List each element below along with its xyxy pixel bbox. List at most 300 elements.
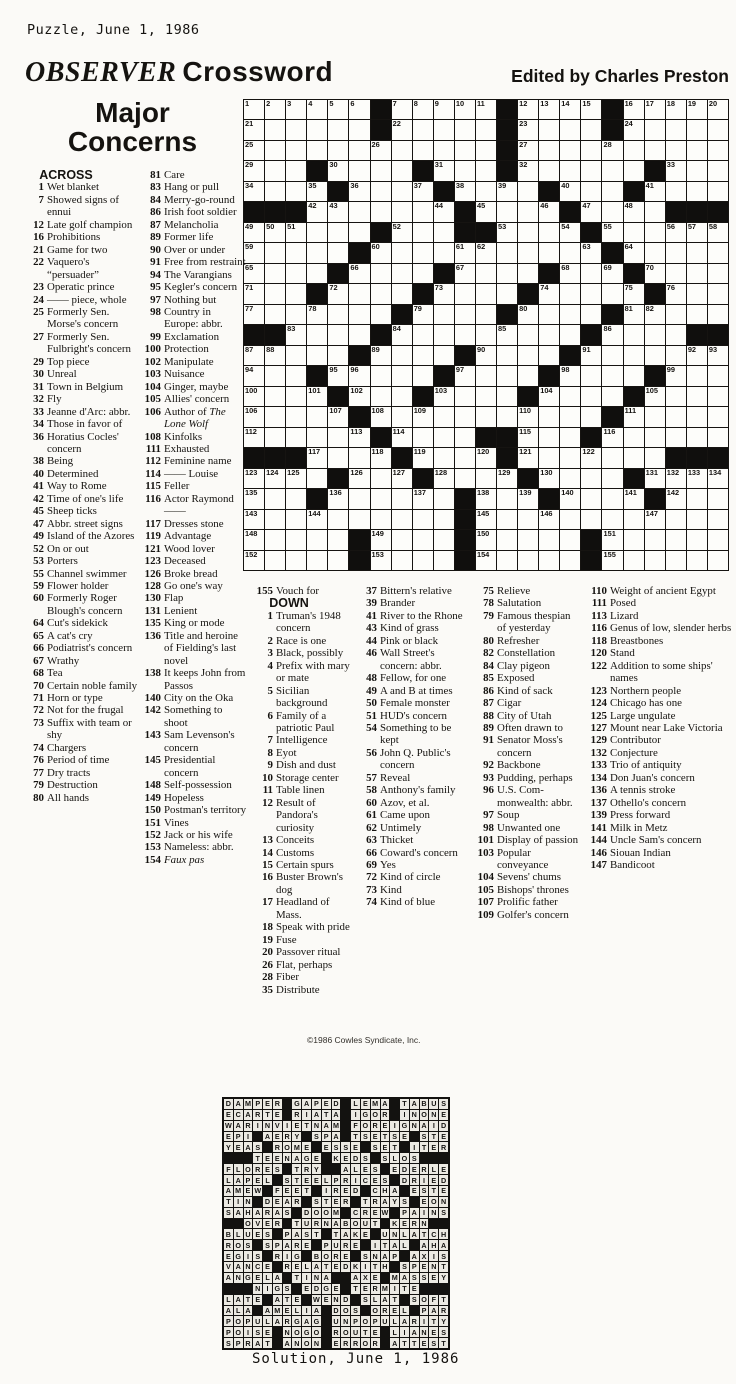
clue-number: 97 bbox=[150, 293, 161, 306]
grid-cell bbox=[349, 202, 370, 222]
clue-number: 119 bbox=[145, 530, 161, 543]
clue-number: 41 bbox=[33, 480, 44, 493]
clue bbox=[249, 859, 353, 871]
grid-cell-number: 137 bbox=[413, 488, 427, 498]
grid-cell bbox=[265, 243, 286, 263]
grid-cell bbox=[392, 489, 413, 509]
grid-cell-number: 35 bbox=[308, 180, 317, 190]
grid-cell-number: 149 bbox=[371, 529, 384, 539]
grid-cell bbox=[349, 305, 370, 325]
grid-cell bbox=[244, 366, 265, 386]
grid-cell-number: 5 bbox=[329, 99, 334, 108]
grid-cell bbox=[371, 202, 392, 222]
solution-black-cell bbox=[400, 1142, 409, 1152]
grid-cell bbox=[624, 202, 645, 222]
solution-letter-cell: R bbox=[225, 1240, 231, 1250]
solution-letter-cell: T bbox=[332, 1229, 341, 1239]
grid-cell bbox=[645, 120, 666, 140]
clue bbox=[355, 672, 467, 684]
solution-letter-cell: T bbox=[263, 1338, 272, 1348]
solution-letter-cell: A bbox=[421, 1240, 427, 1250]
solution-letter-cell: E bbox=[314, 1153, 319, 1163]
grid-cell bbox=[434, 223, 455, 243]
clue-number: 21 bbox=[33, 243, 44, 256]
clue-number: 82 bbox=[483, 647, 494, 660]
grid-cell bbox=[539, 469, 560, 489]
solution-black-cell bbox=[341, 1110, 350, 1120]
solution-letter-cell: D bbox=[313, 1284, 320, 1294]
solution-letter-cell: K bbox=[333, 1153, 339, 1163]
grid-cell bbox=[244, 530, 265, 550]
clue-number: 71 bbox=[33, 692, 44, 705]
clue-text: Feller bbox=[164, 480, 190, 493]
clue-text: Fly bbox=[47, 393, 62, 406]
grid-cell bbox=[286, 325, 307, 345]
clue bbox=[140, 455, 247, 467]
solution-letter-cell: C bbox=[431, 1229, 437, 1239]
solution-black-cell bbox=[341, 1284, 350, 1294]
clue bbox=[140, 231, 247, 243]
grid-cell bbox=[286, 161, 307, 181]
solution-letter-cell: T bbox=[439, 1295, 448, 1305]
grid-cell bbox=[476, 100, 497, 120]
grid-black-cell bbox=[581, 428, 602, 448]
solution-letter-cell: A bbox=[411, 1208, 417, 1218]
solution-letter-cell: E bbox=[225, 1132, 231, 1142]
grid-cell bbox=[307, 264, 328, 284]
grid-cell-number: 119 bbox=[413, 447, 426, 457]
clue-text: Lizard bbox=[610, 609, 639, 622]
clue-text: Family of a patriotic Paul bbox=[276, 709, 335, 734]
solution-black-cell bbox=[263, 1251, 272, 1261]
grid-cell bbox=[560, 100, 581, 120]
solution-black-cell bbox=[361, 1186, 370, 1196]
grid-cell-number: 79 bbox=[413, 303, 422, 313]
solution-black-cell bbox=[322, 1164, 331, 1174]
clue bbox=[26, 306, 139, 331]
clue-number: 16 bbox=[33, 231, 44, 244]
grid-cell bbox=[286, 469, 307, 489]
clue-text: It keeps John from Passos bbox=[164, 667, 246, 692]
solution-letter-cell: S bbox=[343, 1142, 349, 1152]
solution-letter-cell: P bbox=[225, 1316, 231, 1326]
grid-cell bbox=[349, 366, 370, 386]
clue bbox=[580, 585, 733, 597]
clue-text: U.S. Commonwealth: abbr. bbox=[497, 784, 573, 809]
clue bbox=[26, 194, 139, 219]
grid-cell bbox=[413, 264, 434, 284]
solution-letter-cell: A bbox=[245, 1305, 251, 1315]
clue-number: 155 bbox=[256, 585, 273, 597]
grid-cell-number: 55 bbox=[603, 221, 612, 231]
grid-cell bbox=[455, 264, 476, 284]
solution-letter-cell: F bbox=[351, 1121, 360, 1131]
grid-cell-number: 81 bbox=[624, 303, 633, 313]
solution-letter-cell: G bbox=[294, 1316, 300, 1326]
clue bbox=[580, 685, 733, 697]
solution-letter-cell: T bbox=[429, 1316, 438, 1326]
solution-letter-cell: T bbox=[390, 1295, 399, 1305]
clue-text: Hopeless bbox=[164, 791, 204, 804]
solution-black-cell bbox=[381, 1164, 390, 1174]
clue-text: Refresher bbox=[497, 634, 540, 647]
clue-number: 53 bbox=[33, 555, 44, 568]
clue bbox=[140, 381, 247, 393]
grid-cell bbox=[349, 469, 370, 489]
solution-letter-cell: F bbox=[224, 1164, 233, 1174]
grid-black-cell bbox=[265, 325, 286, 345]
grid-cell-number: 126 bbox=[350, 467, 363, 477]
solution-letter-cell: T bbox=[420, 1142, 429, 1152]
solution-letter-cell: I bbox=[351, 1110, 360, 1120]
grid-cell bbox=[476, 387, 497, 407]
clue-number: 80 bbox=[33, 791, 44, 804]
grid-cell bbox=[455, 243, 476, 263]
grid-cell bbox=[518, 161, 539, 181]
solution-letter-cell: A bbox=[274, 1295, 280, 1305]
grid-cell bbox=[265, 284, 286, 304]
grid-cell bbox=[328, 530, 349, 550]
clue-number: 153 bbox=[144, 841, 161, 854]
grid-cell bbox=[371, 510, 392, 530]
grid-black-cell bbox=[539, 489, 560, 509]
grid-cell bbox=[497, 510, 518, 530]
grid-cell bbox=[602, 161, 623, 181]
grid-cell bbox=[687, 469, 708, 489]
clue bbox=[249, 710, 353, 735]
solution-letter-cell: N bbox=[294, 1338, 300, 1348]
clue bbox=[26, 281, 139, 293]
grid-black-cell bbox=[455, 489, 476, 509]
solution-letter-cell: T bbox=[361, 1197, 370, 1207]
grid-cell bbox=[624, 551, 645, 571]
grid-cell bbox=[476, 264, 497, 284]
solution-letter-cell: L bbox=[263, 1273, 272, 1283]
clue-number: 141 bbox=[590, 821, 607, 834]
clue-number: 79 bbox=[33, 779, 44, 792]
clue bbox=[26, 431, 139, 456]
clue-number: 46 bbox=[366, 647, 377, 660]
clue bbox=[355, 809, 467, 821]
grid-cell-number: 71 bbox=[245, 283, 254, 293]
clue-number: 107 bbox=[477, 896, 494, 909]
solution-letter-cell: E bbox=[431, 1175, 437, 1185]
clue-text: Former life bbox=[164, 231, 214, 244]
solution-letter-cell: L bbox=[224, 1175, 233, 1185]
clue-text: Brander bbox=[380, 597, 416, 610]
clue-text: Advantage bbox=[164, 530, 212, 543]
clue-text: Contributor bbox=[610, 734, 661, 747]
grid-cell-number: 77 bbox=[245, 303, 254, 313]
grid-black-cell bbox=[539, 264, 560, 284]
solution-letter-cell: I bbox=[400, 1327, 409, 1337]
solution-letter-cell: O bbox=[342, 1327, 349, 1337]
grid-cell-number: 3 bbox=[287, 99, 292, 108]
grid-cell bbox=[265, 551, 286, 571]
clue-number: 7 bbox=[38, 193, 44, 206]
solution-letter-cell: A bbox=[421, 1121, 427, 1131]
clue-text: Feminine name bbox=[164, 455, 232, 468]
grid-cell-number: 111 bbox=[624, 406, 637, 416]
solution-letter-cell: E bbox=[333, 1262, 339, 1272]
grid-cell bbox=[560, 182, 581, 202]
clue-text: Relieve bbox=[497, 585, 531, 597]
solution-letter-cell: A bbox=[225, 1186, 231, 1196]
grid-cell bbox=[645, 223, 666, 243]
solution-letter-cell: D bbox=[401, 1175, 408, 1185]
clue-number: 129 bbox=[590, 734, 607, 747]
solution-letter-cell: E bbox=[441, 1110, 446, 1120]
clue bbox=[26, 480, 139, 492]
clue-text: Large ungulate bbox=[610, 709, 676, 722]
grid-cell bbox=[602, 366, 623, 386]
clue-number: 17 bbox=[262, 896, 273, 909]
grid-cell bbox=[624, 448, 645, 468]
grid-cell bbox=[328, 428, 349, 448]
grid-cell bbox=[476, 510, 497, 530]
clue bbox=[249, 747, 353, 759]
solution-letter-cell: N bbox=[421, 1218, 427, 1228]
grid-cell bbox=[328, 489, 349, 509]
solution-letter-cell: E bbox=[235, 1142, 241, 1152]
solution-letter-cell: I bbox=[351, 1175, 360, 1185]
solution-black-cell bbox=[302, 1197, 311, 1207]
clue-number: 101 bbox=[477, 834, 494, 847]
clue bbox=[355, 772, 467, 784]
clue-number: 111 bbox=[591, 597, 607, 610]
solution-letter-cell: R bbox=[255, 1164, 261, 1174]
clue-number: 154 bbox=[144, 853, 161, 866]
solution-black-cell bbox=[253, 1306, 262, 1316]
grid-cell bbox=[265, 366, 286, 386]
grid-cell bbox=[265, 182, 286, 202]
grid-cell bbox=[624, 346, 645, 366]
grid-cell bbox=[286, 366, 307, 386]
grid-cell bbox=[602, 428, 623, 448]
clue-number: 110 bbox=[591, 585, 607, 597]
clue-text: Azov, et al. bbox=[380, 796, 430, 809]
grid-cell bbox=[392, 120, 413, 140]
grid-cell bbox=[371, 141, 392, 161]
clue-number: 55 bbox=[33, 567, 44, 580]
clue-text: Customs bbox=[276, 846, 315, 859]
grid-cell bbox=[349, 182, 370, 202]
clue bbox=[249, 984, 353, 996]
clue-text: All hands bbox=[47, 791, 90, 804]
solution-letter-cell: D bbox=[333, 1305, 339, 1315]
grid-cell bbox=[518, 100, 539, 120]
grid-cell bbox=[413, 325, 434, 345]
clue bbox=[249, 660, 353, 685]
solution-letter-cell: E bbox=[265, 1164, 270, 1174]
clue-text: Way to Rome bbox=[47, 480, 107, 493]
solution-letter-cell: U bbox=[333, 1316, 339, 1326]
solution-letter-cell: S bbox=[255, 1251, 261, 1261]
grid-cell bbox=[476, 120, 497, 140]
solution-letter-cell: R bbox=[411, 1218, 417, 1228]
solution-letter-cell: T bbox=[253, 1153, 262, 1163]
solution-letter-cell: M bbox=[381, 1284, 388, 1294]
grid-cell bbox=[497, 551, 518, 571]
clue-text: Fuse bbox=[276, 933, 297, 946]
grid-cell bbox=[708, 284, 729, 304]
clue-number: 115 bbox=[145, 480, 161, 493]
grid-cell bbox=[539, 120, 560, 140]
clue bbox=[355, 585, 467, 597]
solution-letter-cell: E bbox=[372, 1327, 378, 1337]
clue bbox=[26, 580, 139, 592]
solution-letter-cell: R bbox=[372, 1338, 378, 1348]
clue-text: Dry tracts bbox=[47, 766, 91, 779]
grid-cell bbox=[560, 530, 581, 550]
solution-letter-cell: E bbox=[382, 1142, 388, 1152]
clue-text: Race is one bbox=[276, 634, 327, 647]
clue bbox=[468, 884, 579, 896]
clue bbox=[249, 847, 353, 859]
solution-letter-cell: T bbox=[429, 1132, 438, 1142]
solution-letter-cell: R bbox=[372, 1197, 378, 1207]
grid-cell bbox=[328, 325, 349, 345]
down-clues-column-1 bbox=[249, 585, 353, 996]
grid-black-cell bbox=[392, 305, 413, 325]
clue bbox=[580, 847, 733, 859]
clue-text: Time of one's life bbox=[47, 492, 124, 505]
grid-black-cell bbox=[497, 161, 518, 181]
solution-letter-cell: T bbox=[381, 1240, 390, 1250]
clue-number: 74 bbox=[33, 741, 44, 754]
solution-letter-cell: T bbox=[439, 1338, 448, 1348]
grid-cell bbox=[708, 100, 729, 120]
solution-black-cell bbox=[439, 1153, 448, 1163]
solution-letter-cell: N bbox=[313, 1273, 320, 1283]
solution-letter-cell: T bbox=[351, 1132, 360, 1142]
solution-letter-cell: S bbox=[411, 1273, 417, 1283]
grid-cell bbox=[371, 264, 392, 284]
clue-text: Press forward bbox=[610, 809, 671, 822]
grid-cell-number: 125 bbox=[287, 467, 300, 477]
clue-number: 34 bbox=[33, 418, 44, 431]
solution-letter-cell: A bbox=[333, 1218, 339, 1228]
grid-cell bbox=[413, 489, 434, 509]
solution-letter-cell: P bbox=[372, 1316, 378, 1326]
solution-letter-cell: D bbox=[401, 1164, 408, 1174]
grid-cell-number: 31 bbox=[434, 160, 444, 170]
grid-cell bbox=[581, 366, 602, 386]
grid-cell bbox=[265, 530, 286, 550]
grid-black-cell bbox=[349, 243, 370, 263]
grid-cell bbox=[666, 100, 687, 120]
grid-cell bbox=[581, 284, 602, 304]
clue-text: Flap bbox=[164, 592, 184, 605]
grid-black-cell bbox=[581, 325, 602, 345]
clue bbox=[355, 834, 467, 846]
clue bbox=[468, 597, 579, 609]
grid-cell bbox=[349, 325, 370, 345]
clue bbox=[26, 219, 139, 231]
grid-cell bbox=[497, 469, 518, 489]
solution-black-cell bbox=[351, 1251, 360, 1261]
clue-number: 139 bbox=[590, 809, 607, 822]
grid-cell bbox=[666, 489, 687, 509]
solution-letter-cell: U bbox=[431, 1099, 437, 1109]
grid-cell bbox=[560, 305, 581, 325]
grid-cell bbox=[687, 510, 708, 530]
solution-letter-cell: H bbox=[245, 1208, 251, 1218]
clue bbox=[140, 480, 247, 492]
clue bbox=[140, 792, 247, 804]
clue-number: 22 bbox=[33, 256, 44, 269]
clue-text: Island of the Azores bbox=[47, 530, 135, 543]
grid-cell bbox=[581, 100, 602, 120]
clue-text: Coward's concern bbox=[380, 846, 458, 859]
clue-number: 72 bbox=[366, 871, 377, 884]
solution-black-cell bbox=[332, 1273, 341, 1283]
grid-cell bbox=[286, 264, 307, 284]
clue-text: Flower holder bbox=[47, 579, 109, 592]
clue-text: Nothing but bbox=[164, 293, 217, 306]
grid-black-cell bbox=[708, 325, 729, 345]
solution-black-cell bbox=[390, 1208, 399, 1218]
clue bbox=[26, 418, 139, 430]
solution-caption: Solution, June 1, 1986 bbox=[252, 1351, 460, 1367]
grid-cell bbox=[497, 366, 518, 386]
clue-number: 76 bbox=[33, 754, 44, 767]
solution-letter-cell: S bbox=[284, 1208, 290, 1218]
clue-text: A and B at times bbox=[380, 684, 453, 697]
grid-cell bbox=[244, 182, 265, 202]
masthead bbox=[25, 56, 731, 92]
solution-letter-cell: I bbox=[302, 1110, 311, 1120]
solution-letter-cell: G bbox=[235, 1251, 241, 1261]
solution-letter-cell: R bbox=[274, 1099, 280, 1109]
solution-letter-cell: A bbox=[255, 1338, 261, 1348]
clue-text: Uncle Sam's concern bbox=[610, 834, 702, 847]
grid-black-cell bbox=[307, 489, 328, 509]
solution-letter-cell: R bbox=[421, 1164, 427, 1174]
clue-text: Genus of low, slender herbs bbox=[610, 622, 732, 635]
grid-cell-number: 60 bbox=[371, 242, 380, 252]
grid-cell bbox=[476, 141, 497, 161]
grid-cell bbox=[666, 243, 687, 263]
grid-cell bbox=[455, 366, 476, 386]
grid-cell bbox=[434, 530, 455, 550]
solution-black-cell bbox=[244, 1284, 253, 1294]
grid-cell bbox=[497, 284, 518, 304]
solution-letter-cell: P bbox=[235, 1132, 241, 1142]
grid-cell bbox=[349, 100, 370, 120]
solution-black-cell bbox=[439, 1284, 448, 1294]
solution-letter-cell: E bbox=[372, 1132, 378, 1142]
grid-cell-number: 128 bbox=[434, 467, 448, 477]
clue-number: 11 bbox=[262, 784, 273, 797]
grid-cell bbox=[434, 407, 455, 427]
solution-letter-cell: O bbox=[362, 1316, 369, 1326]
grid-cell bbox=[518, 551, 539, 571]
solution-black-cell bbox=[390, 1175, 399, 1185]
grid-black-cell bbox=[349, 346, 370, 366]
grid-cell bbox=[581, 243, 602, 263]
clue-text: —— Louise bbox=[164, 467, 219, 480]
clue-number: 98 bbox=[150, 305, 161, 318]
grid-cell bbox=[645, 469, 666, 489]
grid-cell bbox=[645, 182, 666, 202]
solution-letter-cell: A bbox=[401, 1316, 408, 1326]
solution-letter-cell: S bbox=[255, 1327, 261, 1337]
clue-text: Something to shoot bbox=[164, 704, 223, 729]
solution-letter-cell: E bbox=[362, 1284, 368, 1294]
clue bbox=[468, 610, 579, 635]
clue-number: 136 bbox=[590, 784, 607, 797]
